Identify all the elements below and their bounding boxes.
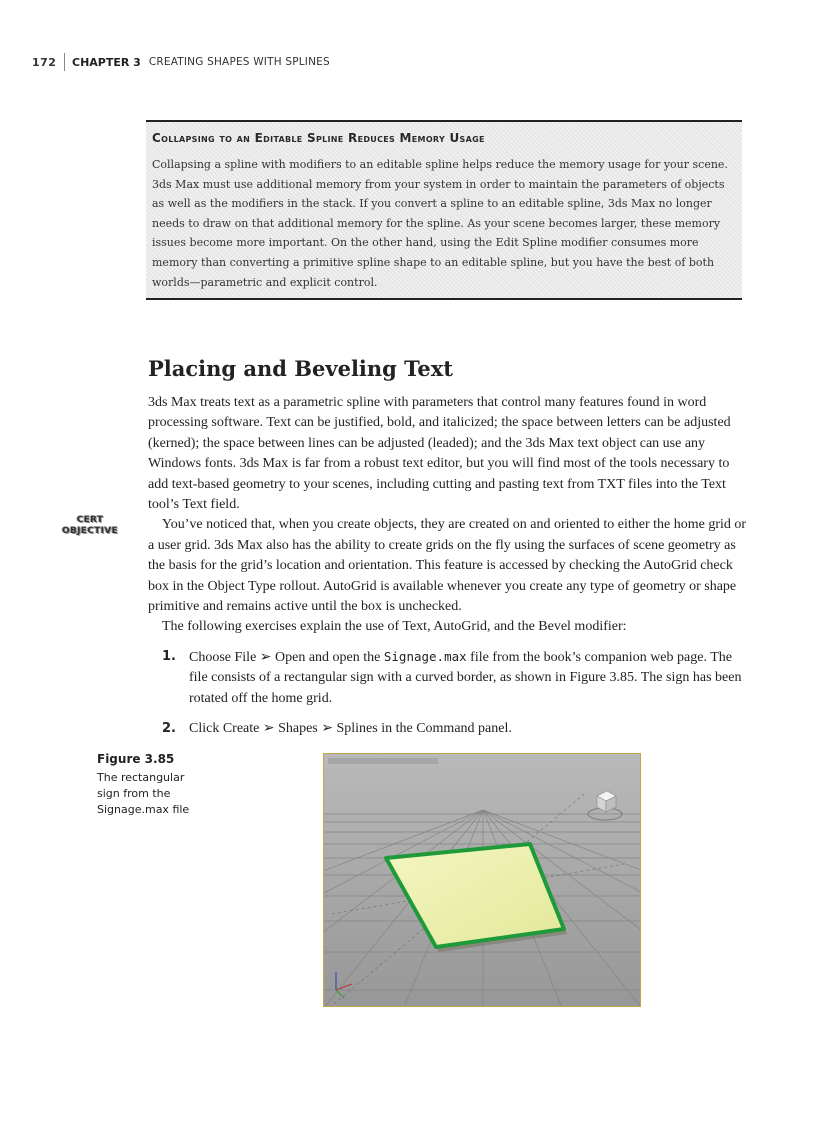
list-item xyxy=(148,719,748,739)
step-filename: Signage.max xyxy=(383,648,467,664)
body-text xyxy=(148,393,748,750)
sidebar-body: Collapsing a spline with modifiers to an editable spline helps reduce the memory usage for your scene. 3ds Max must use additional memory from your system in order to maintain the parameters of objects as well as the modifiers in the stack. If you convert a spline to an editable spline, 3ds Max no longer needs to draw on that additional memory for the spline. As your scene becomes larger, these memory issues become more important. On the other hand, using the Edit Spline modifier consumes more memory than converting a primitive spline shape to an editable spline, but you have the best of both worlds—parametric and explicit control. xyxy=(152,158,728,289)
chapter-title: CREATING SHAPES WITH SPLINES xyxy=(148,56,330,68)
list-item xyxy=(148,647,748,709)
figure-caption xyxy=(97,752,207,818)
header-divider xyxy=(64,53,65,71)
cert-badge-line-1: CERT xyxy=(76,515,104,525)
step-number: 2. xyxy=(162,721,176,737)
step-text: Choose File ➢ Open and open the xyxy=(189,649,384,665)
cert-badge-line-2: OBJECTIVE xyxy=(62,526,118,536)
paragraph-1: 3ds Max treats text as a parametric spline with parameters that control many features found in word processing software. Text can be justified, bold, and italicized; the space between letters can be adjusted (kerned); the space between lines can be adjusted (leaded); and the 3ds Max text object can use any Windows fonts. 3ds Max is far from a robust text editor, but you will find most of the tools necessary to add text-based geometry to your scenes, including cutting and pasting text from TXT files into the Text tool’s Text field. xyxy=(148,395,731,513)
cert-objective-icon xyxy=(58,507,122,545)
step-text: file from the book’s companion web page. The file consists of a rectangular sign with a curved border, as shown in Figure 3.85. The sign has been rotated off the home grid. xyxy=(189,649,742,706)
section-heading: Placing and Beveling Text xyxy=(148,356,453,381)
running-header xyxy=(32,54,330,70)
chapter-label: CHAPTER 3 xyxy=(72,55,141,69)
step-text: Click Create ➢ Shapes ➢ Splines in the Command panel. xyxy=(189,721,512,737)
figure-caption-text: The rectangular sign from the Signage.max file xyxy=(97,771,190,816)
figure-label: Figure 3.85 xyxy=(97,752,175,766)
viewport-label xyxy=(328,758,438,764)
paragraph-3: The following exercises explain the use of Text, AutoGrid, and the Bevel modifier: xyxy=(162,619,627,635)
page-number: 172 xyxy=(32,55,57,69)
paragraph-2: You’ve noticed that, when you create objects, they are created on and oriented to either the home grid or a user grid. 3ds Max also has the ability to create grids on the fly using the surfaces of scene geometry as the basis for the grid’s location and orientation. This feature is accessed by checking the AutoGrid check box in the Object Type rollout. AutoGrid is available whenever you create any type of geometry or shape primitive and remains active until the box is unchecked. xyxy=(148,517,747,615)
steps-list xyxy=(148,647,748,740)
viewport-render xyxy=(324,754,641,1007)
figure-viewport-image xyxy=(323,753,641,1007)
step-number: 1. xyxy=(162,648,176,664)
sidebar-title: Collapsing to an Editable Spline Reduces Memory Usage xyxy=(152,131,485,145)
sidebar-note xyxy=(146,120,742,300)
